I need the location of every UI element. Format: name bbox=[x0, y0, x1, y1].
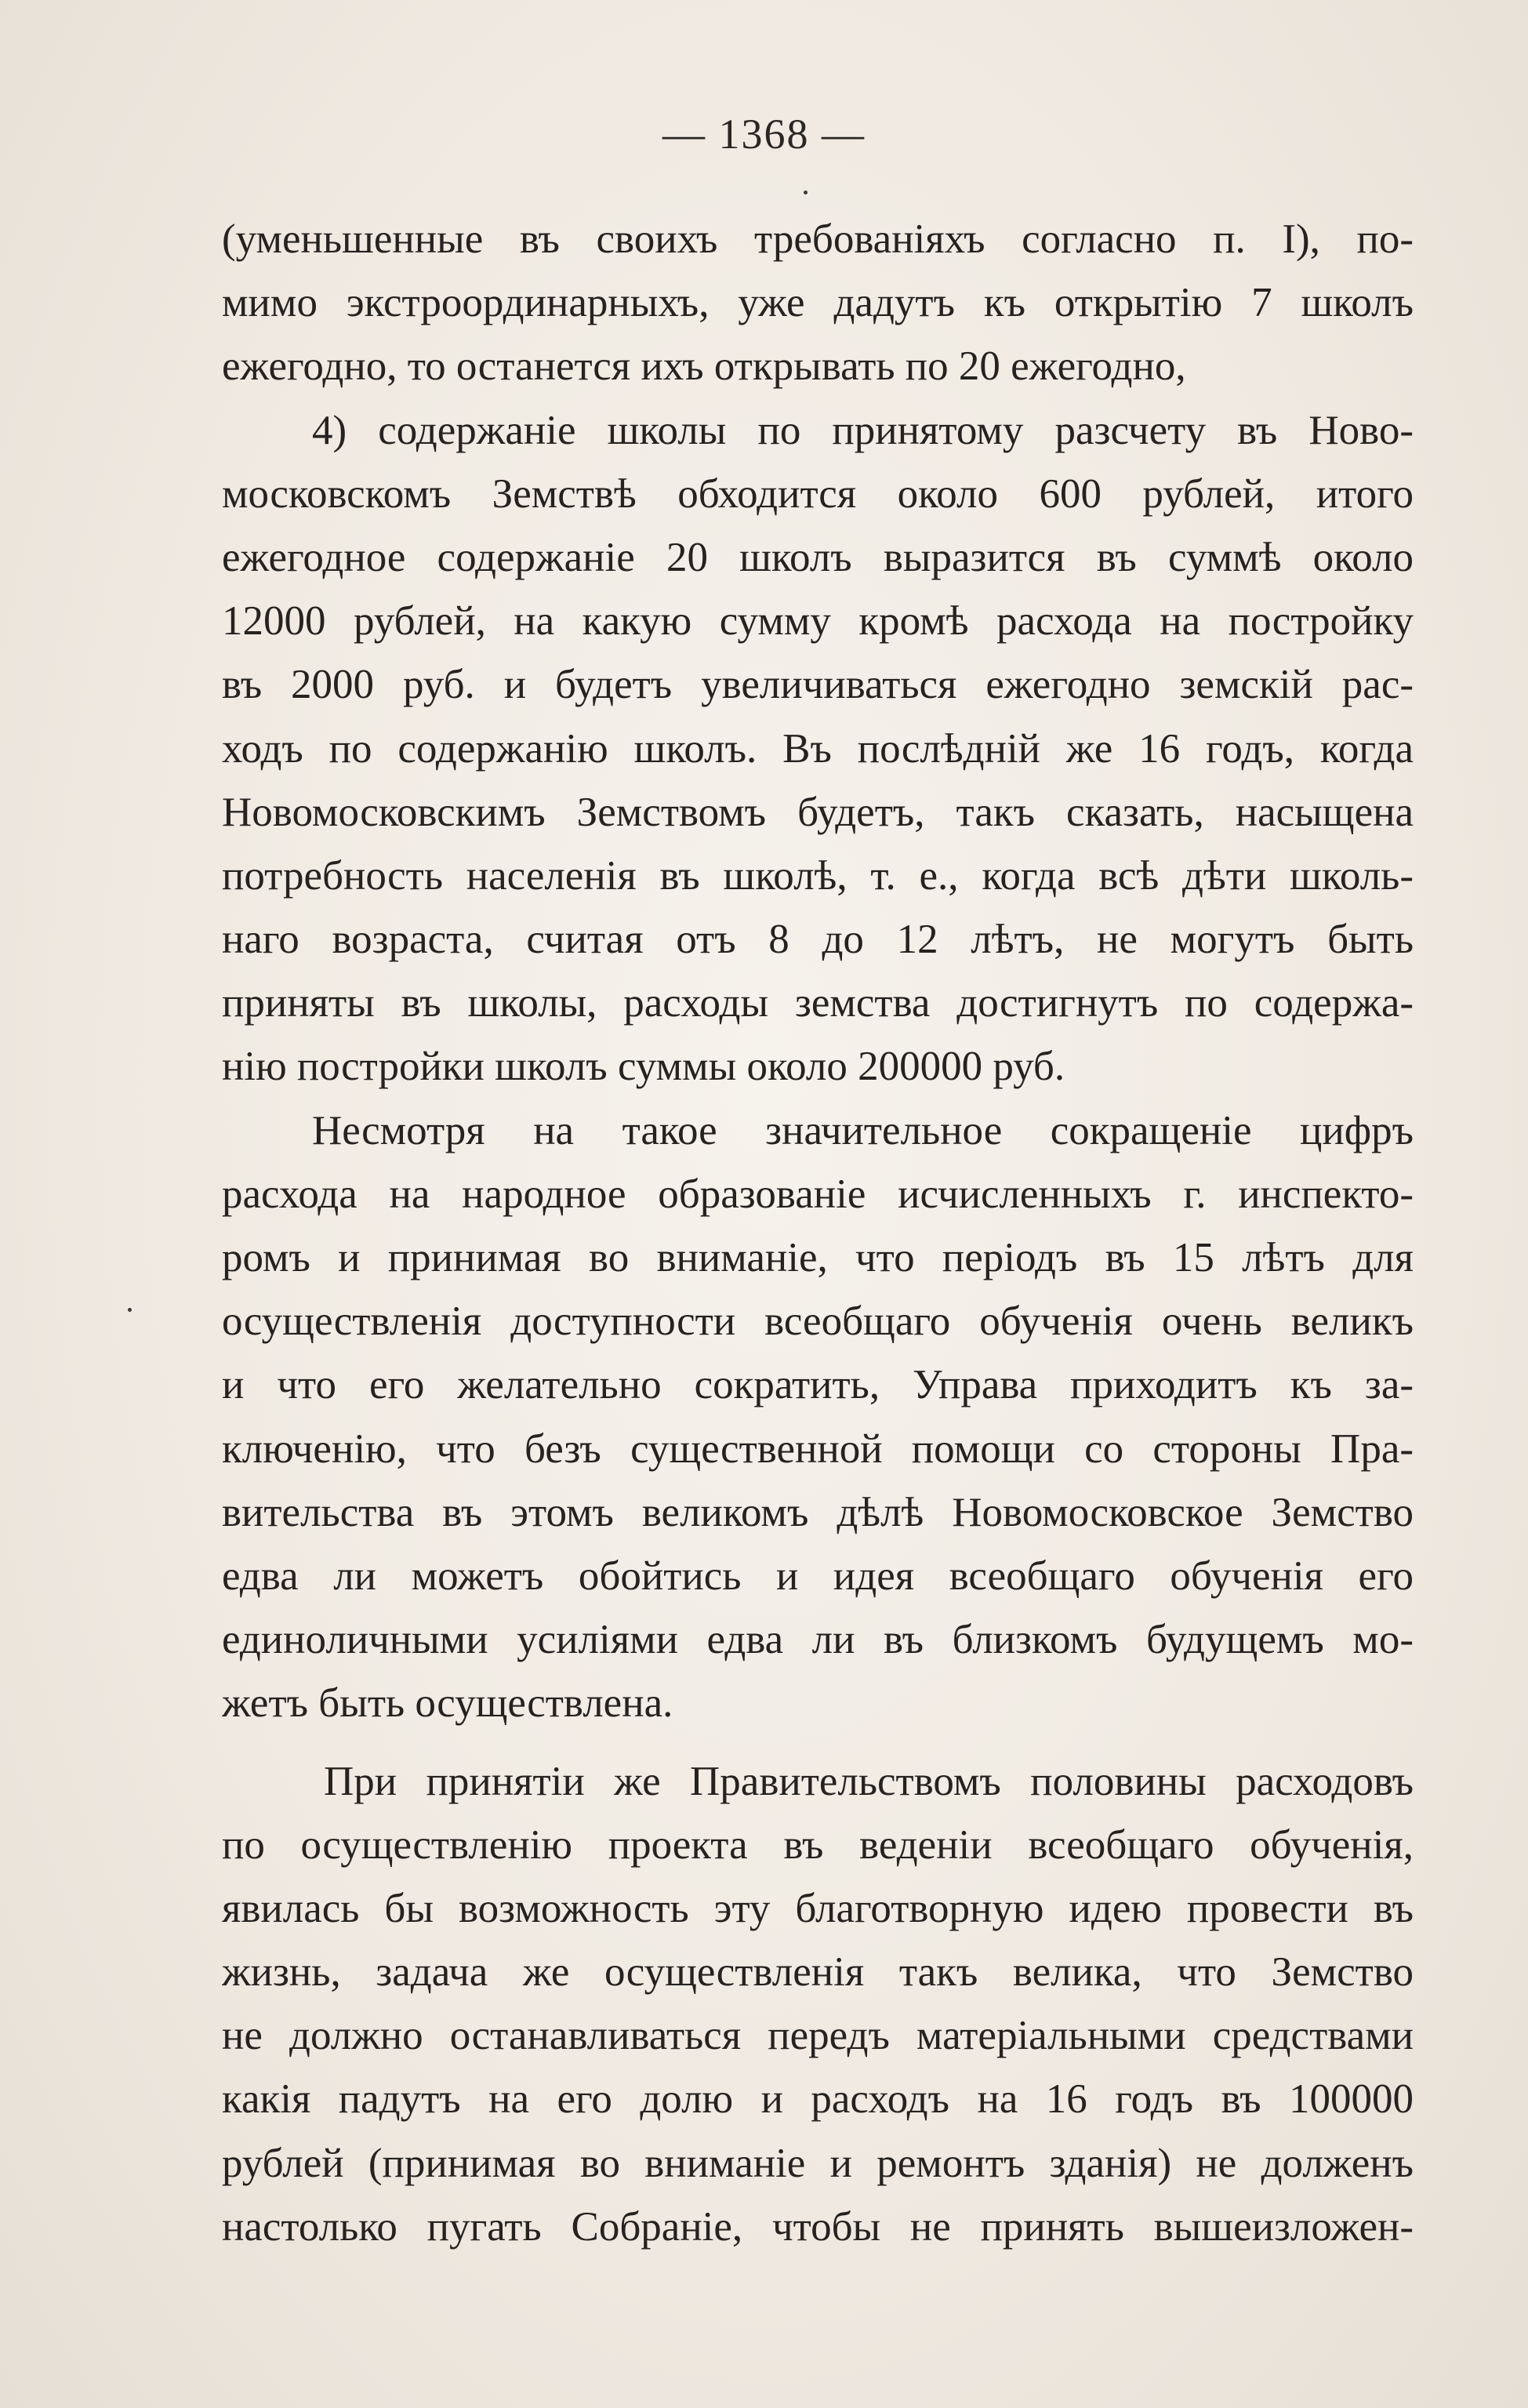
text-line: (уменьшенные въ своихъ требованiяхъ согласно п. I), по- bbox=[222, 216, 1414, 262]
text-line: мимо экстроординарныхъ, уже дадутъ къ открытiю 7 школъ bbox=[222, 280, 1414, 326]
text-line: едва ли можетъ обойтись и идея всеобщаго обученiя его bbox=[222, 1553, 1414, 1599]
text-line: расхода на народное образованie исчисленныхъ г. инспекто- bbox=[222, 1171, 1414, 1217]
text-line: московскомъ Земствѣ обходится около 600 рублей, итого bbox=[222, 470, 1414, 517]
text-line: ключенiю, что безъ существенной помощи со стороны Пра- bbox=[222, 1426, 1414, 1472]
text-line: потребность населенiя въ школѣ, т. е., когда всѣ дѣти школь- bbox=[222, 852, 1414, 899]
text-line: При принятiи же Правительствомъ половины расходовъ bbox=[324, 1758, 1414, 1804]
text-line: осуществленiя доступности всеобщаго обученiя очень великъ bbox=[222, 1298, 1414, 1345]
text-line: явилась бы возможность эту благотворную идею провести въ bbox=[222, 1885, 1414, 1931]
text-line: ходъ по содержанiю школъ. Въ послѣднiй же 16 годъ, когда bbox=[222, 725, 1414, 772]
ink-speck bbox=[804, 191, 808, 194]
text-line: Несмотря на такое значительное сокращенie цифръ bbox=[312, 1107, 1414, 1153]
text-line: единоличными усилiями едва ли въ близкомъ будущемъ мо- bbox=[222, 1617, 1414, 1663]
text-line: въ 2000 руб. и будетъ увеличиваться ежегодно земскiй рас- bbox=[222, 662, 1414, 708]
text-line: по осуществленiю проекта въ веденiи всеобщаго обученiя, bbox=[222, 1821, 1414, 1868]
text-line: наго возраста, считая отъ 8 до 12 лѣтъ, не могутъ быть bbox=[222, 917, 1414, 963]
page-number: — 1368 — bbox=[662, 111, 866, 158]
body-text bbox=[222, 208, 1414, 2259]
text-line: жетъ быть осуществлена. bbox=[222, 1680, 673, 1727]
text-line: вительства въ этомъ великомъ дѣлѣ Новомосковское Земство bbox=[222, 1489, 1414, 1535]
text-line: приняты въ школы, расходы земства достигнутъ по содержа- bbox=[222, 980, 1414, 1026]
text-line: не должно останавливаться передъ матерiальными средствами bbox=[222, 2013, 1414, 2059]
text-line: настолько пугать Собранie, чтобы не принять вышеизложен- bbox=[222, 2203, 1414, 2250]
text-line: 4) содержанie школы по принятому разсчету въ Ново- bbox=[312, 407, 1414, 453]
text-line: рублей (принимая во вниманie и ремонтъ зданiя) не долженъ bbox=[222, 2140, 1414, 2186]
ink-speck bbox=[128, 1308, 132, 1312]
paragraph-gap bbox=[222, 1736, 1414, 1750]
text-line: Новомосковскимъ Земствомъ будетъ, такъ сказать, насыщена bbox=[222, 789, 1414, 835]
text-line: жизнь, задача же осуществленiя такъ велика, что Земство bbox=[222, 1949, 1414, 1996]
text-line: ежегодно, то останется ихъ открывать по 20 ежегодно, bbox=[222, 343, 1186, 390]
text-line: нiю постройки школъ суммы около 200000 руб. bbox=[222, 1044, 1065, 1090]
text-line: ежегодное содержанie 20 школъ выразится въ суммѣ около bbox=[222, 534, 1414, 580]
text-line: и что его желательно сократить, Управа приходитъ къ за- bbox=[222, 1362, 1414, 1408]
text-line: ромъ и принимая во вниманie, что перiодъ въ 15 лѣтъ для bbox=[222, 1235, 1414, 1280]
text-line: 12000 рублей, на какую сумму кромѣ расхода на постройку bbox=[222, 598, 1414, 645]
text-line: какiя падутъ на его долю и расходъ на 16 годъ въ 100000 bbox=[222, 2076, 1414, 2123]
